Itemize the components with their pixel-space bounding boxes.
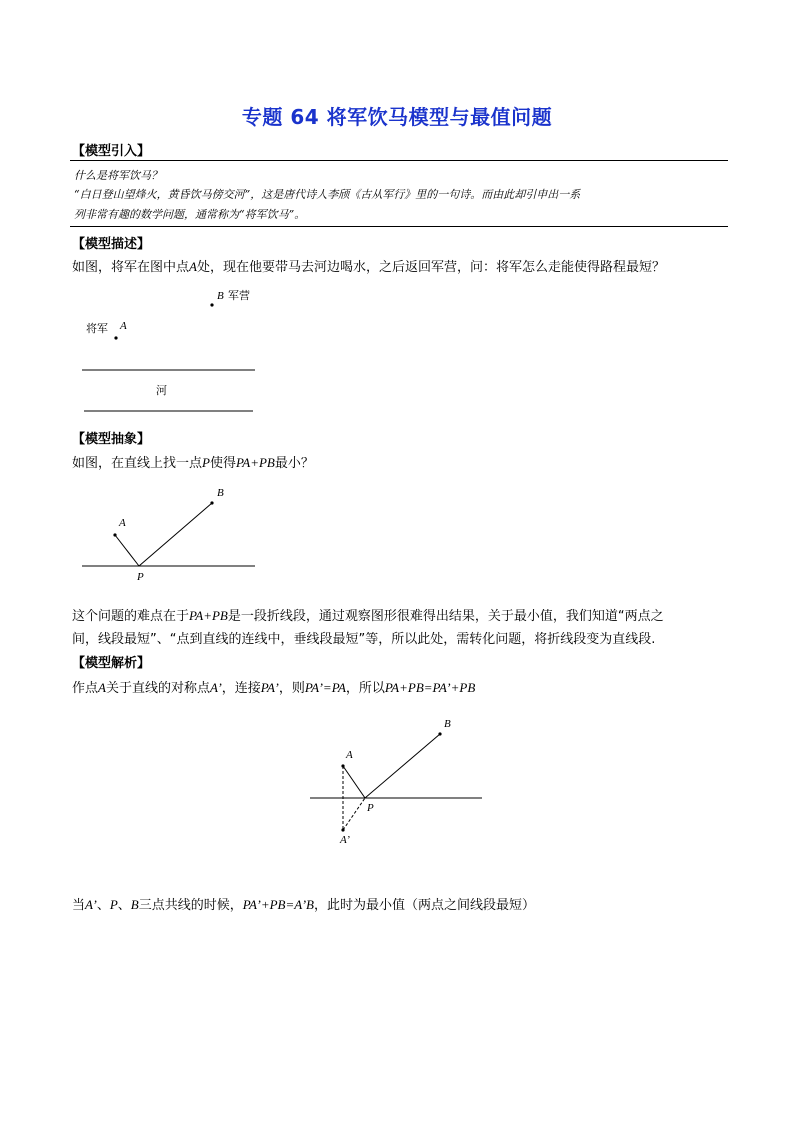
label-a: A (346, 749, 353, 761)
expr: PA+PB=PA’+PB (384, 680, 476, 695)
var: A (98, 680, 106, 695)
expr: PA+PB (189, 608, 228, 623)
expr: PA’=PA (304, 680, 346, 695)
text: ，连接 (221, 681, 261, 696)
var: A’ (209, 680, 222, 695)
label-a: A (119, 517, 126, 529)
text: 、 (117, 898, 131, 913)
section-heading-abstract: 【模型抽象】 (72, 432, 151, 447)
point-a (113, 533, 116, 536)
section-heading-intro: 【模型引入】 (72, 144, 151, 159)
section-heading-describe: 【模型描述】 (72, 237, 151, 252)
label-b: B (217, 290, 224, 302)
label-general: 将军 (86, 322, 108, 335)
expr: PA+PB (235, 455, 275, 470)
label-p: P (137, 571, 144, 583)
text: ，此时为最小值（两点之间线段最短） (313, 898, 535, 913)
var-a: A (189, 259, 197, 274)
explain-line-2: 间，线段最短”、“点到直线的连线中，垂线段最短”等，所以此处，需转化问题，将折线段变为直线段. (72, 632, 656, 647)
var: B (130, 897, 139, 912)
page-title: 专题 64 将军饮马模型与最值问题 (241, 105, 553, 129)
label-p: P (367, 802, 374, 814)
intro-line-2: “白日登山望烽火，黄昏饮马傍交河”，这是唐代诗人李颀《古从军行》里的一句诗。而由此却引申出一系 (74, 188, 581, 201)
intro-line-3: 列非常有趣的数学问题，通常称为“将军饮马”。 (74, 208, 306, 221)
text: ，所以 (345, 681, 385, 696)
text: 处，现在他要带马去河边喝水，之后返回军营，问：将军怎么走能使得路程最短？ (196, 260, 665, 275)
text: ，则 (278, 681, 305, 696)
label-a-prime: A’ (340, 834, 350, 846)
point-b (438, 732, 441, 735)
segment-pb (365, 734, 440, 798)
text: 、 (96, 898, 110, 913)
section-heading-analysis: 【模型解析】 (72, 656, 151, 671)
text: 三点共线的时候， (138, 898, 243, 913)
text: 是一段折线段，通过观察图形很难得出结果，关于最小值，我们知道“两点之 (227, 609, 664, 624)
var-p: P (202, 455, 210, 470)
point-a (114, 336, 117, 339)
var: PA’ (260, 680, 279, 695)
text: 这个问题的难点在于 (72, 609, 190, 624)
segment-pa (115, 535, 139, 566)
figure-abstract (82, 487, 255, 583)
text: 作点 (72, 681, 99, 696)
label-camp: 军营 (228, 289, 250, 302)
text: 当 (72, 898, 86, 913)
text: 如图，将军在图中点 (72, 260, 190, 275)
segment-pb (139, 503, 212, 566)
var: P (109, 897, 118, 912)
intro-line-1: 什么是将军饮马？ (74, 169, 162, 182)
text: 如图，在直线上找一点 (72, 456, 203, 471)
point-a (341, 764, 344, 767)
label-b: B (217, 487, 224, 499)
figure-reflection (310, 718, 482, 846)
text: 关于直线的对称点 (105, 681, 210, 696)
text: 使得 (209, 456, 236, 471)
segment-pa (343, 766, 365, 798)
point-b (210, 303, 213, 306)
label-a: A (120, 320, 127, 332)
point-a-prime (341, 828, 344, 831)
figure-river (82, 288, 255, 411)
expr: PA’+PB=A’B (242, 897, 314, 912)
text: 最小？ (274, 456, 314, 471)
segment-pa-prime-dashed (343, 798, 365, 830)
label-b: B (444, 718, 451, 730)
point-b (210, 501, 213, 504)
label-river: 河 (156, 384, 167, 397)
var: A’ (85, 897, 97, 912)
